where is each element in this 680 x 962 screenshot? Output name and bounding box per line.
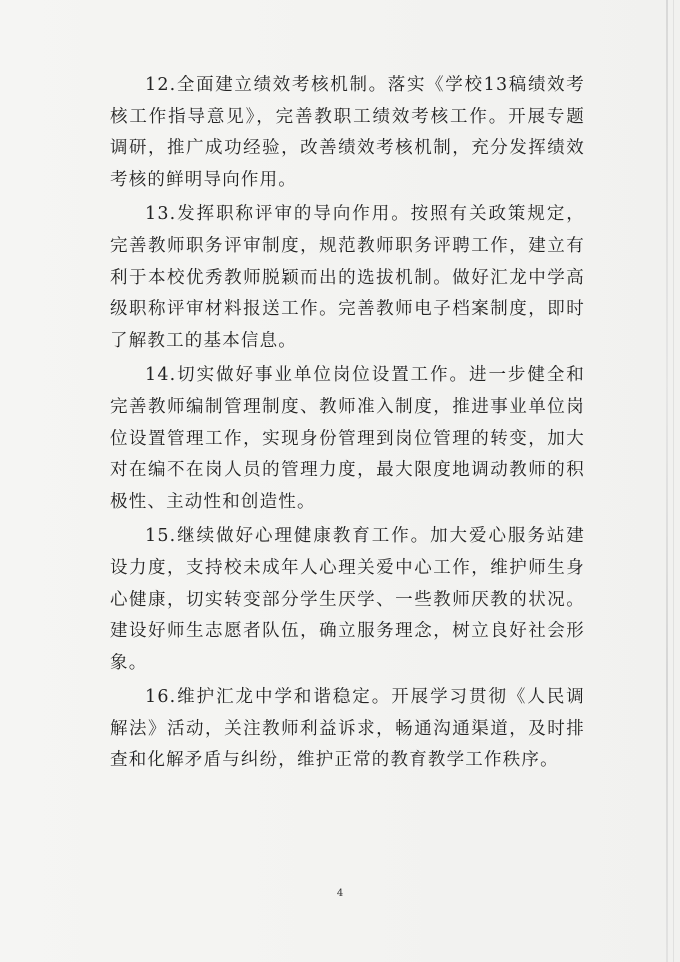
paragraph-12: 12.全面建立绩效考核机制。落实《学校13稿绩效考核工作指导意见》，完善教职工绩效考核工作。开展专题调研，推广成功经验，改善绩效考核机制，充分发挥绩效考核的鲜明导向作用。 (110, 75, 585, 190)
scan-edge-line (673, 0, 674, 962)
paragraph-15: 15.继续做好心理健康教育工作。加大爱心服务站建设力度，支持校未成年人心理关爱中心工作，维护师生身心健康，切实转变部分学生厌学、一些教师厌教的状况。建设好师生志愿者队伍，确立服务理念，树立良好社会形象。 (110, 526, 585, 673)
paragraph-13: 13.发挥职称评审的导向作用。按照有关政策规定，完善教师职务评审制度，规范教师职务评聘工作，建立有利于本校优秀教师脱颖而出的选拔机制。做好汇龙中学高级职称评审材料报送工作。完善教师电子档案制度，即时了解教工的基本信息。 (110, 204, 585, 351)
scan-edge-shadow (666, 0, 668, 962)
paragraph-16: 16.维护汇龙中学和谐稳定。开展学习贯彻《人民调解法》活动，关注教师利益诉求，畅通沟通渠道，及时排查和化解矛盾与纠纷，维护正常的教育教学工作秩序。 (110, 687, 585, 771)
paragraph-14: 14.切实做好事业单位岗位设置工作。进一步健全和完善教师编制管理制度、教师准入制度，推进事业单位岗位设置管理工作，实现身份管理到岗位管理的转变，加大对在编不在岗人员的管理力度，最大限度地调动教师的积极性、主动性和创造性。 (110, 365, 585, 512)
document-body (110, 70, 585, 780)
page-number: 4 (336, 888, 344, 899)
